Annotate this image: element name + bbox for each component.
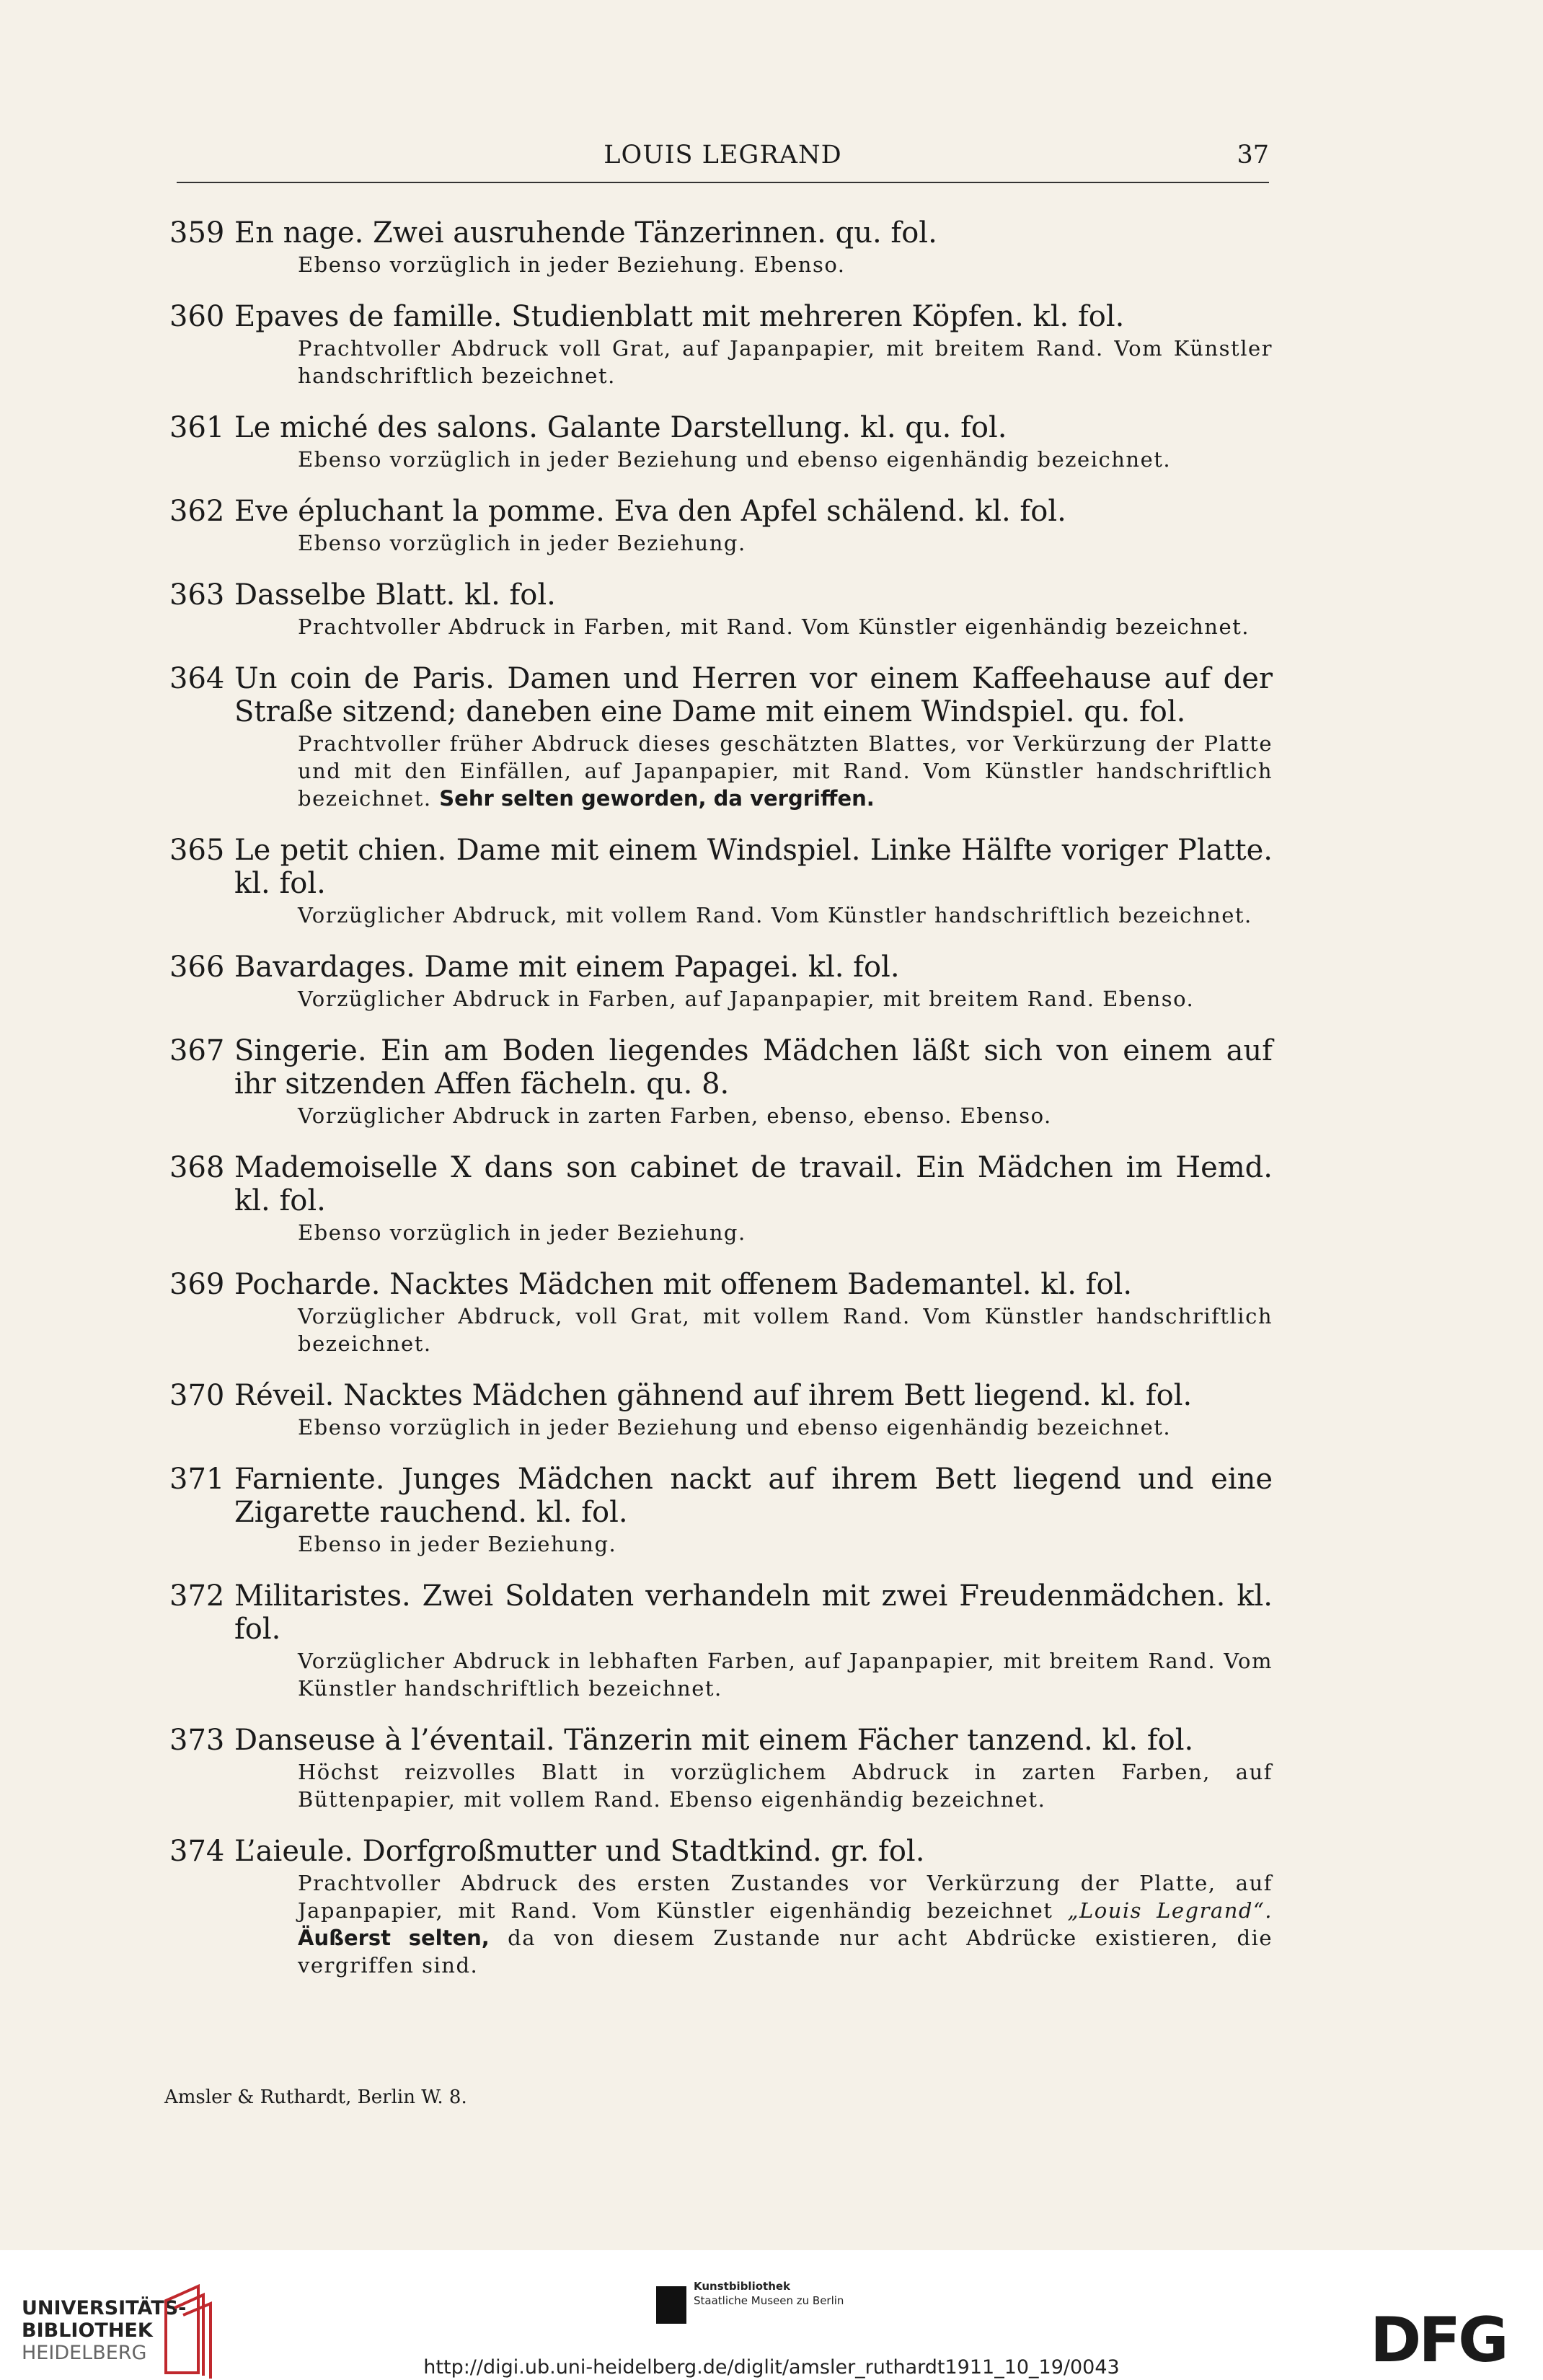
header-title: LOUIS LEGRAND — [604, 141, 842, 169]
entry-description — [298, 1303, 1273, 1357]
entry-title: Bavardages. Dame mit einem Papagei. kl. fol. — [234, 951, 900, 984]
catalog-entry — [169, 300, 1273, 389]
kunstbibliothek-sub: Staatliche Museen zu Berlin — [694, 2294, 844, 2307]
entry-description-text: Ebenso vorzüglich in jeder Beziehung. — [298, 531, 746, 555]
entry-heading — [169, 495, 1273, 528]
entry-title: L’aieule. Dorfgroßmutter und Stadtkind. gr. fol. — [234, 1835, 925, 1868]
kunstbibliothek-logo-icon — [656, 2286, 686, 2324]
entry-number: 364 — [169, 662, 225, 695]
entry-title: Singerie. Ein am Boden liegendes Mädchen läßt sich von einem auf ihr sitzenden Affen fächeln. qu. 8. — [234, 1034, 1273, 1101]
entry-heading — [169, 662, 1273, 728]
kunstbibliothek-name: Kunstbibliothek — [694, 2280, 791, 2293]
entry-number: 365 — [169, 834, 225, 867]
entry-description — [298, 1414, 1273, 1441]
header-rule — [177, 182, 1269, 183]
entry-number: 366 — [169, 951, 225, 984]
catalog-entry — [169, 951, 1273, 1013]
entry-description-text: Ebenso vorzüglich in jeder Beziehung. Ebenso. — [298, 252, 846, 277]
entry-description-bold: Äußerst selten, — [298, 1926, 490, 1950]
entry-number: 367 — [169, 1034, 225, 1067]
entry-description — [298, 335, 1273, 389]
entry-description — [298, 446, 1273, 473]
entry-title: Farniente. Junges Mädchen nackt auf ihrem Bett liegend und eine Zigarette rauchend. kl. fol. — [234, 1463, 1273, 1529]
entry-title: Militaristes. Zwei Soldaten verhandeln mit zwei Freudenmädchen. kl. fol. — [234, 1579, 1273, 1646]
entry-number: 374 — [169, 1835, 225, 1868]
entry-description-text: Ebenso in jeder Beziehung. — [298, 1532, 617, 1556]
entry-title: Le petit chien. Dame mit einem Windspiel. Linke Hälfte voriger Platte. kl. fol. — [234, 834, 1273, 900]
entry-number: 371 — [169, 1463, 225, 1496]
entry-heading — [169, 1463, 1273, 1529]
entry-description — [298, 251, 1273, 278]
entry-heading — [169, 1724, 1273, 1757]
catalog-entry — [169, 1268, 1273, 1357]
entry-number: 370 — [169, 1379, 225, 1412]
entry-description-text: Ebenso vorzüglich in jeder Beziehung und ebenso eigenhändig bezeichnet. — [298, 447, 1172, 472]
catalog-entries — [169, 216, 1273, 2001]
entry-title: Dasselbe Blatt. kl. fol. — [234, 578, 556, 612]
library-line-2: BIBLIOTHEK — [22, 2319, 153, 2342]
permalink-url[interactable]: http://digi.ub.uni-heidelberg.de/diglit/amsler_ruthardt1911_10_19/0043 — [423, 2356, 1120, 2379]
entry-number: 372 — [169, 1579, 225, 1613]
entry-description — [298, 730, 1273, 812]
entry-heading — [169, 411, 1273, 444]
page-number: 37 — [1237, 141, 1269, 169]
entry-heading — [169, 1579, 1273, 1646]
entry-description-text: Prachtvoller Abdruck des ersten Zustandes vor Verkürzung der Platte, auf Japanpapier, mit Rand. Vom Künstler eigenhändig bezeichnet — [298, 1871, 1273, 1923]
entry-title: Pocharde. Nacktes Mädchen mit offenem Bademantel. kl. fol. — [234, 1268, 1133, 1301]
entry-description — [298, 1647, 1273, 1702]
entry-number: 359 — [169, 216, 225, 250]
entry-description — [298, 1102, 1273, 1129]
entry-description — [298, 902, 1273, 929]
printer-imprint: Amsler & Ruthardt, Berlin W. 8. — [164, 2086, 467, 2108]
entry-number: 360 — [169, 300, 225, 333]
kunstbibliothek-label[interactable] — [694, 2279, 844, 2308]
entry-title: Le miché des salons. Galante Darstellung. kl. qu. fol. — [234, 411, 1007, 444]
entry-description-text: Vorzüglicher Abdruck, voll Grat, mit vollem Rand. Vom Künstler handschriftlich bezeichnet. — [298, 1304, 1273, 1356]
entry-number: 361 — [169, 411, 225, 444]
entry-description-italic: „Louis Legrand“. — [1067, 1898, 1273, 1923]
entry-title: En nage. Zwei ausruhende Tänzerinnen. qu. fol. — [234, 216, 937, 250]
catalog-entry — [169, 1034, 1273, 1129]
entry-heading — [169, 834, 1273, 900]
entry-description-text: Höchst reizvolles Blatt in vorzüglichem Abdruck in zarten Farben, auf Büttenpapier, mit vollem Rand. Ebenso eigenhändig bezeichnet. — [298, 1760, 1273, 1812]
entry-heading — [169, 1034, 1273, 1101]
entry-description-bold: Sehr selten geworden, da vergriffen. — [439, 786, 875, 811]
running-header — [177, 137, 1269, 180]
entry-description-text: Vorzüglicher Abdruck in zarten Farben, ebenso, ebenso. Ebenso. — [298, 1103, 1052, 1128]
entry-description-text: Vorzüglicher Abdruck, mit vollem Rand. Vom Künstler handschriftlich bezeichnet. — [298, 903, 1252, 927]
catalog-entry — [169, 834, 1273, 929]
entry-heading — [169, 1835, 1273, 1868]
catalog-entry — [169, 495, 1273, 557]
library-line-1: UNIVERSITÄTS- — [22, 2297, 187, 2319]
catalog-entry — [169, 1379, 1273, 1441]
entry-description — [298, 613, 1273, 640]
entry-number: 369 — [169, 1268, 225, 1301]
catalog-entry — [169, 411, 1273, 473]
catalog-entry — [169, 1835, 1273, 1979]
entry-description — [298, 529, 1273, 557]
entry-title: Un coin de Paris. Damen und Herren vor einem Kaffeehause auf der Straße sitzend; daneben eine Dame mit einem Windspiel. qu. fol. — [234, 662, 1273, 728]
entry-description — [298, 1869, 1273, 1979]
dfg-logo[interactable]: DFG — [1370, 2304, 1506, 2376]
entry-description-text: Prachtvoller Abdruck voll Grat, auf Japanpapier, mit breitem Rand. Vom Künstler handschriftlich bezeichnet. — [298, 336, 1273, 388]
entry-title: Réveil. Nacktes Mädchen gähnend auf ihrem Bett liegend. kl. fol. — [234, 1379, 1193, 1412]
entry-heading — [169, 216, 1273, 250]
library-line-3: HEIDELBERG — [22, 2342, 147, 2364]
entry-heading — [169, 1379, 1273, 1412]
entry-description-text: Prachtvoller früher Abdruck dieses geschätzten Blattes, vor Verkürzung der Platte und mit den Einfällen, auf Japanpapier, mit Rand. Vom Künstler handschriftlich bezeichnet. — [298, 731, 1273, 811]
entry-number: 362 — [169, 495, 225, 528]
entry-number: 373 — [169, 1724, 225, 1757]
entry-title: Danseuse à l’éventail. Tänzerin mit einem Fächer tanzend. kl. fol. — [234, 1724, 1194, 1757]
entry-description-text: Ebenso vorzüglich in jeder Beziehung und ebenso eigenhändig bezeichnet. — [298, 1415, 1172, 1440]
catalog-entry — [169, 1463, 1273, 1558]
entry-heading — [169, 1268, 1273, 1301]
entry-description-text: Vorzüglicher Abdruck in Farben, auf Japanpapier, mit breitem Rand. Ebenso. — [298, 987, 1195, 1011]
entry-description — [298, 985, 1273, 1013]
entry-heading — [169, 300, 1273, 333]
catalog-entry — [169, 1579, 1273, 1702]
entry-description-text: Vorzüglicher Abdruck in lebhaften Farben, auf Japanpapier, mit breitem Rand. Vom Künstler handschriftlich bezeichnet. — [298, 1649, 1273, 1701]
entry-heading — [169, 1151, 1273, 1217]
catalog-entry — [169, 578, 1273, 640]
catalog-entry — [169, 1151, 1273, 1246]
entry-number: 368 — [169, 1151, 225, 1184]
entry-title: Eve épluchant la pomme. Eva den Apfel schälend. kl. fol. — [234, 495, 1066, 528]
entry-title: Epaves de famille. Studienblatt mit mehreren Köpfen. kl. fol. — [234, 300, 1125, 333]
entry-description-text: Prachtvoller Abdruck in Farben, mit Rand. Vom Künstler eigenhändig bezeichnet. — [298, 614, 1250, 639]
catalog-entry — [169, 216, 1273, 278]
entry-description — [298, 1758, 1273, 1813]
entry-description-tail: da von diesem Zustande nur acht Abdrücke existieren, die vergriffen sind. — [298, 1926, 1273, 1978]
entry-heading — [169, 578, 1273, 612]
entry-description — [298, 1219, 1273, 1246]
entry-description-text: Ebenso vorzüglich in jeder Beziehung. — [298, 1220, 746, 1245]
entry-description — [298, 1530, 1273, 1558]
entry-number: 363 — [169, 578, 225, 612]
entry-heading — [169, 951, 1273, 984]
catalog-entry — [169, 1724, 1273, 1813]
catalog-entry — [169, 662, 1273, 812]
entry-title: Mademoiselle X dans son cabinet de travail. Ein Mädchen im Hemd. kl. fol. — [234, 1151, 1273, 1217]
